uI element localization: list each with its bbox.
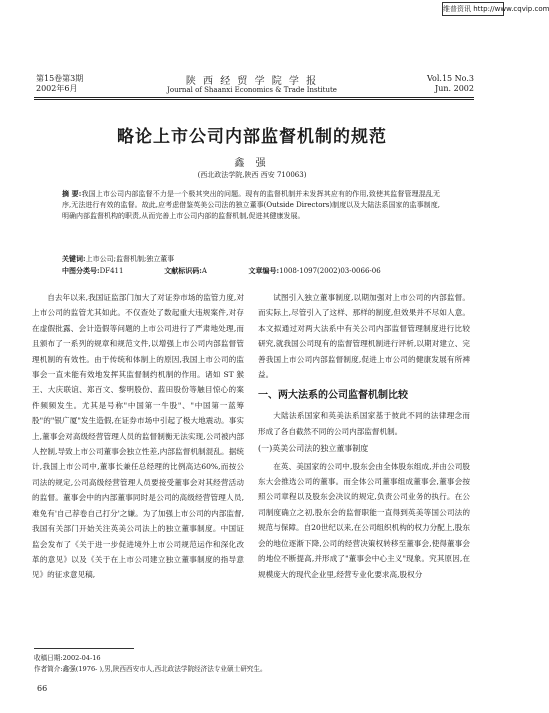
classification-line: [62, 266, 440, 276]
header-date-cn: 2002年6月: [36, 84, 78, 93]
keywords-label: 关键词:: [62, 254, 86, 263]
body-column-left: [32, 290, 244, 583]
author-name: 鑫 强: [234, 158, 270, 169]
subsection-heading: (一)英美公司法的独立董事制度: [258, 444, 369, 454]
header-volume-en: Vol.15 No.3: [427, 74, 474, 83]
header-rule-thin: [34, 99, 474, 100]
body-paragraph: 大陆法系国家和英美法系国家基于彼此不同的法律理念而形成了各自截然不同的公司内部监督机制。: [258, 411, 470, 436]
author-bio: 作者简介:鑫强(1976- ),男,陕西西安市人,西北政法学院经济法专业硕士研究生。: [34, 665, 267, 673]
keywords: [62, 254, 440, 264]
header-volume-cn: 第15卷第3期: [36, 74, 84, 83]
footnote-rule: [34, 648, 134, 649]
header-date-en: Jun. 2002: [435, 84, 474, 93]
received-date: 收稿日期:2002-04-16: [34, 654, 101, 662]
section-heading: 一、两大法系的公司监督机制比较: [258, 390, 408, 402]
journal-title-cn: 陕 西 经 贸 学 院 学 报: [185, 76, 319, 87]
watermark: 维普资讯 http://www.cqvip.com: [442, 2, 504, 16]
footnotes: [34, 653, 267, 675]
body-paragraph: 在英、美国家的公司中,股东会由全体股东组成,并由公司股东大会推选公司的董事。而全体公司董事组成董事会,董事会按照公司章程以及股东会决议的规定,负责公司业务的执行。在公司制度确立之初,股东会的监督职能一直得到英美等国公司法的规范与保障。自20世纪以来,在公司组织机构的权力分配上,股东会的地位逐渐下降,公司的经营决策权转移至董事会,使得董事会的地位不断提高,并形成了"董事会中心主义"现象。究其原因,在规模庞大的现代企业里,经营专业化要求高,股权分: [258, 461, 470, 579]
clc-label: 中图分类号:: [62, 266, 100, 275]
article-no-value: 1008-1097(2002)03-0066-06: [279, 267, 381, 275]
doc-code-value: A: [201, 267, 207, 275]
page-number: 66: [37, 684, 48, 693]
doc-code-label: 文献标识码:: [164, 266, 202, 275]
article-no-label: 文章编号:: [248, 266, 280, 275]
body-paragraph: 试图引入独立董事制度,以期加强对上市公司的内部监督。而实际上,尽管引入了这样、那样的制度,但效果并不尽如人意。本文拟通过对两大法系中有关公司内部监督管理制度进行比较研究,就我国公司现有的监督管理机制进行评析,以期对建立、完善我国上市公司内部监督制度,促进上市公司的健康发展有所裨益。: [258, 293, 470, 380]
body-paragraph: 自去年以来,我国证监部门加大了对证券市场的监管力度,对上市公司的监管尤其如此。不仅查处了数起重大违规案件,对存在虚假批露、会计造假等问题的上市公司进行了严肃地处理,而且颁布了一系列的规章和规范文件,以增强上市公司内部监督管理机制的有效性。由于传统和体制上的原因,我国上市公司的监事会一直未能有效地发挥其监督制约机制的作用。诸如 ST 猴王、大庆联谊、郑百文、黎明股份、蓝田股份等触目惊心的案件频频发生。尤其是号称"中国第一牛股"、"中国第一蓝筹股"的"银广厦"发生造假,在证券市场中引起了极大地震动。事实上,董事会对高级经营管理人员的监督制衡无法实现,公司被内部人控制,导致上市公司董事会独立性差,内部监督机制混乱。据统计,我国上市公司中,董事长兼任总经理的比例高达60%,而按公司法的规定,公司高级经营管理人员要接受董事会对其经营活动的监督。董事会中的内部董事同时是公司的高级经营管理人员,难免有'自己荐卷自己打分'之嫌。为了加强上市公司的内部监督,我国有关部门开始关注英美公司法上的独立董事制度。中国证监会发布了《关于进一步促进境外上市公司规范运作和深化改革的意见》以及《关于在上市公司建立独立董事制度的指导意见》的征求意见稿,: [32, 293, 244, 580]
clc-value: DF411: [99, 267, 124, 275]
abstract-text: 我国上市公司内部监督不力是一个极其突出的问题。现有的监督机制并未发挥其应有的作用,致使其监督管理混乱无序,无法进行有效的监督。故此,应考虑借鉴英美公司法的独立董事(Outside Directors)制度以及大陆法系国家的监事制度,明确内部监督机构的职责,从而完善上市公司内部的监督机制,促进其健康发展。: [62, 190, 440, 220]
abstract: [62, 188, 440, 222]
author-affiliation: (西北政法学院,陕西 西安 710063): [197, 171, 307, 179]
abstract-label: 摘 要:: [62, 189, 82, 198]
header-rule: [34, 97, 474, 98]
journal-title-en: Journal of Shaanxi Economics & Trade Institute: [167, 86, 337, 94]
body-column-right: [258, 290, 470, 582]
article-title: 略论上市公司内部监督机制的规范: [117, 127, 387, 147]
keywords-text: 上市公司;监督机制;独立董事: [85, 255, 175, 263]
